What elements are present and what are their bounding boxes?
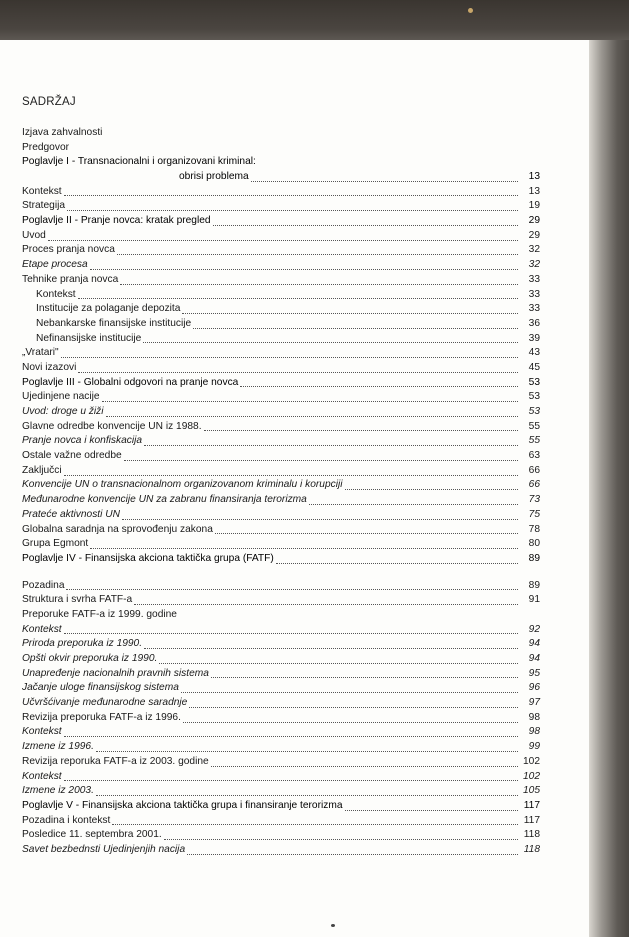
toc-entry: Predgovor	[22, 141, 70, 153]
page-number: 53	[528, 406, 540, 418]
page-number: 39	[528, 332, 540, 344]
page-number: 98	[528, 726, 540, 738]
toc-entry: Konvencije UN o transnacionalnom organizovanom kriminalu i korupciji 66	[22, 479, 540, 494]
page-number: 102	[523, 770, 540, 782]
toc-entry: Kontekst 92	[22, 623, 540, 638]
page-number: 66	[528, 479, 540, 491]
toc-entry: Novi izazovi 45	[22, 361, 540, 376]
page-number: 118	[523, 843, 540, 855]
toc-entry: Pozadina 89	[22, 579, 540, 594]
page-number: 43	[528, 347, 540, 359]
toc-entry: Uvod 29	[22, 229, 540, 244]
toc-entry: Etape procesa 32	[22, 258, 540, 273]
toc-entry: Priroda preporuka iz 1990. 94	[22, 637, 540, 652]
page-number: 32	[528, 259, 540, 271]
page-number: 29	[528, 215, 540, 227]
toc-entry: Kontekst 13	[22, 185, 540, 200]
page-number: 92	[528, 623, 540, 635]
toc-entry: Ostale važne odredbe 63	[22, 449, 540, 464]
toc-subentry: Kontekst 33	[22, 288, 540, 303]
page-number: 66	[528, 464, 540, 476]
toc-entry: Uvod: droge u žiži 53	[22, 405, 540, 420]
table-of-contents	[22, 126, 540, 858]
toc-subentry: Nebankarske finansijske institucije 36	[22, 317, 540, 332]
page-number: 13	[528, 171, 540, 183]
toc-entry: Pozadina i kontekst 117	[22, 814, 540, 829]
toc-entry: Pranje novca i konfiskacija 55	[22, 434, 540, 449]
page-number: 105	[523, 785, 540, 797]
toc-entry: Tehnike pranja novca 33	[22, 273, 540, 288]
page-number: 32	[528, 244, 540, 256]
page-number: 13	[528, 185, 540, 197]
toc-entry: Izmene iz 1996. 99	[22, 740, 540, 755]
page-number: 98	[528, 711, 540, 723]
page-number: 94	[528, 638, 540, 650]
toc-chapter-entry: Poglavlje I - Transnacionalni i organizovani kriminal:	[22, 156, 256, 168]
page-number: 117	[523, 814, 540, 826]
page-number: 75	[528, 508, 540, 520]
page-number: 63	[528, 450, 540, 462]
toc-chapter-entry: Poglavlje IV - Finansijska akciona taktička grupa (FATF) 89	[22, 552, 540, 567]
toc-entry: Zaključci 66	[22, 464, 540, 479]
toc-entry: Kontekst 98	[22, 726, 540, 741]
toc-chapter-entry: Poglavlje III - Globalni odgovori na pranje novca 53	[22, 376, 540, 391]
book-spine-shadow	[589, 40, 629, 937]
page-number: 99	[528, 741, 540, 753]
page-number: 19	[528, 200, 540, 212]
toc-entry: Ujedinjene nacije 53	[22, 390, 540, 405]
toc-subentry: Nefinansijske institucije 39	[22, 332, 540, 347]
toc-entry: Struktura i svrha FATF-a 91	[22, 593, 540, 608]
toc-entry: Međunarodne konvencije UN za zabranu finansiranja terorizma 73	[22, 493, 540, 508]
toc-entry: Posledice 11. septembra 2001. 118	[22, 828, 540, 843]
dust-speck	[331, 924, 335, 927]
toc-entry: „Vratari" 43	[22, 346, 540, 361]
toc-entry: Globalna saradnja na sprovođenju zakona 78	[22, 523, 540, 538]
page-number: 33	[528, 288, 540, 300]
page-number: 53	[528, 391, 540, 403]
page-number: 29	[528, 229, 540, 241]
page-number: 102	[523, 755, 540, 767]
page-number: 117	[523, 799, 540, 811]
toc-entry: Jačanje uloge finansijskog sistema 96	[22, 681, 540, 696]
toc-entry: Preporuke FATF-a iz 1999. godine	[22, 608, 177, 620]
page-number: 91	[528, 594, 540, 606]
page-number: 96	[528, 682, 540, 694]
toc-entry: Opšti okvir preporuka iz 1990. 94	[22, 652, 540, 667]
contents-heading: SADRŽAJ	[22, 96, 76, 108]
toc-entry: Proces pranja novca 32	[22, 244, 540, 259]
toc-entry: Izjava zahvalnosti	[22, 126, 103, 138]
toc-chapter-entry: obrisi problema 13	[22, 170, 540, 185]
page-number: 55	[528, 420, 540, 432]
section-gap	[22, 567, 540, 579]
toc-entry: Revizija reporuka FATF-a iz 2003. godine 102	[22, 755, 540, 770]
page-number: 33	[528, 303, 540, 315]
toc-chapter-entry: Poglavlje II - Pranje novca: kratak pregled 29	[22, 214, 540, 229]
page-number: 33	[528, 273, 540, 285]
page-number: 53	[528, 376, 540, 388]
toc-entry: Revizija preporuka FATF-a iz 1996. 98	[22, 711, 540, 726]
page-number: 118	[523, 829, 540, 841]
toc-entry: Prateće aktivnosti UN 75	[22, 508, 540, 523]
toc-entry: Grupa Egmont 80	[22, 537, 540, 552]
page-number: 89	[528, 552, 540, 564]
toc-entry: Učvršćivanje međunarodne saradnje 97	[22, 696, 540, 711]
page-number: 36	[528, 317, 540, 329]
toc-entry: Unapređenje nacionalnih pravnih sistema 95	[22, 667, 540, 682]
toc-entry: Glavne odredbe konvencije UN iz 1988. 55	[22, 420, 540, 435]
page-number: 89	[528, 579, 540, 591]
toc-chapter-entry: Poglavlje V - Finansijska akciona taktička grupa i finansiranje terorizma 117	[22, 799, 540, 814]
page-number: 55	[528, 435, 540, 447]
toc-entry: Izmene iz 2003. 105	[22, 784, 540, 799]
page-number: 95	[528, 667, 540, 679]
toc-entry: Savet bezbednsti Ujedinjenjih nacija 118	[22, 843, 540, 858]
page-number: 94	[528, 653, 540, 665]
page-number: 80	[528, 538, 540, 550]
page-number: 78	[528, 523, 540, 535]
toc-subentry: Institucije za polaganje depozita 33	[22, 302, 540, 317]
page-number: 97	[528, 697, 540, 709]
page-number: 73	[528, 494, 540, 506]
page-number: 45	[528, 361, 540, 373]
toc-entry: Kontekst 102	[22, 770, 540, 785]
dust-speck	[468, 8, 473, 13]
toc-entry: Strategija 19	[22, 199, 540, 214]
